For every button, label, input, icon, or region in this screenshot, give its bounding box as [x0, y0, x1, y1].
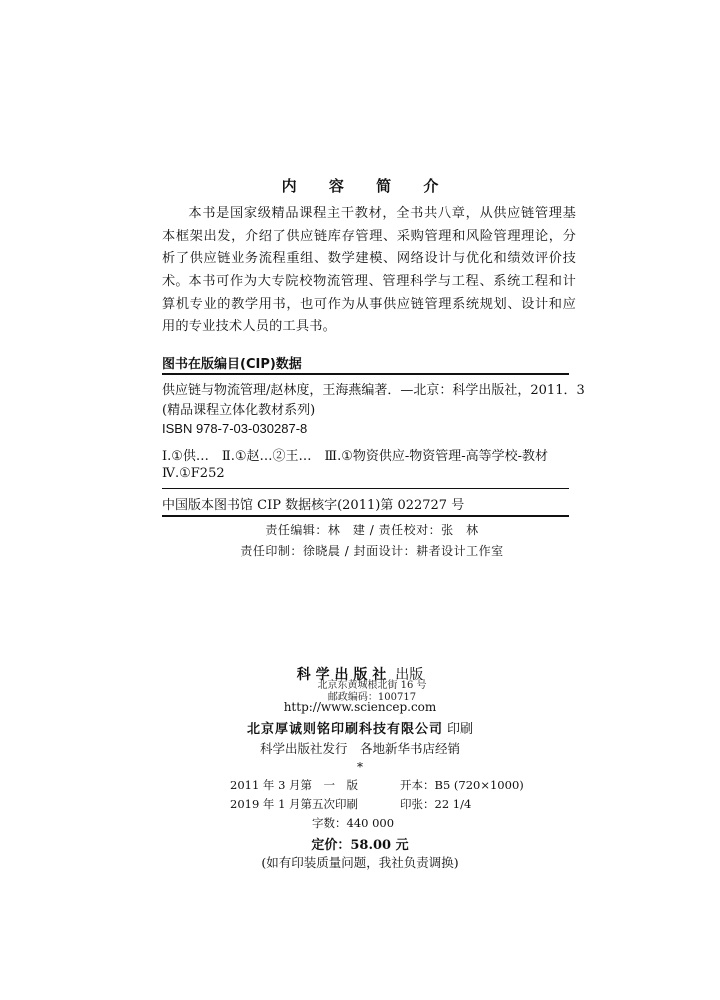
separator-star: * [357, 760, 363, 774]
cip-core-number: 中国版本图书馆 CIP 数据核字(2011)第 022727 号 [162, 498, 465, 513]
cip-classification-line-1: Ⅰ.①供… Ⅱ.①赵…②王… Ⅲ.①物资供应-物资管理-高等学校-教材 [162, 449, 549, 464]
fifth-printing: 2019 年 1 月第五次印刷 [230, 797, 359, 811]
production-credits: 责任印制：徐晓晨 / 封面设计：耕者设计工作室 [240, 544, 504, 558]
cip-heading: 图书在版编目(CIP)数据 [162, 357, 302, 372]
publisher-name: 科学出版社 [296, 667, 392, 683]
cip-middle-rule [162, 488, 569, 489]
word-count: 字数：440 000 [312, 816, 395, 830]
price: 定价：58.00 元 [311, 838, 409, 853]
distribution-line: 科学出版社发行 各地新华书店经销 [259, 741, 460, 756]
book-format: 开本：B5 (720×1000) [400, 778, 524, 792]
cip-classification-line-2: Ⅳ.①F252 [162, 466, 225, 481]
cip-bottom-rule [162, 515, 569, 517]
cip-top-rule [162, 373, 569, 375]
printed-sheets: 印张：22 1/4 [400, 797, 472, 811]
publisher-suffix: 出版 [395, 667, 424, 683]
summary-title: 内 容 简 介 [281, 177, 452, 195]
cip-isbn: ISBN 978-7-03-030287-8 [162, 421, 308, 436]
publisher-url: http://www.sciencep.com [283, 700, 437, 714]
summary-paragraph-2: 本书可作为大专院校物流管理、管理科学与工程、系统工程和计算机专业的教学用书，也可作为从事供应链管理系统规划、设计和应用的专业技术人员的工具书。 [162, 274, 576, 334]
edition-row [230, 777, 524, 793]
publisher-postcode: 邮政编码：100717 [327, 692, 417, 703]
printing-row [230, 796, 472, 812]
first-edition: 2011 年 3 月第 一 版 [230, 778, 359, 792]
quality-notice: (如有印装质量问题，我社负责调换) [261, 855, 459, 870]
summary-paragraph-1: 本书是国家级精品课程主干教材，全书共八章，从供应链管理基本框架出发，介绍了供应链库存管理、采购管理和风险管理理论，分析了供应链业务流程重组、数学建模、网络设计与优化和绩效评价技术。 [162, 206, 576, 289]
publisher-address: 北京东黄城根北街 16 号 [317, 680, 427, 691]
cip-record-line-1: 供应链与物流管理/赵林度，王海燕编著．—北京：科学出版社，2011．3 [162, 383, 585, 398]
printer-suffix: 印刷 [447, 722, 474, 737]
editor-credits: 责任编辑：林 建 / 责任校对：张 林 [265, 523, 479, 537]
printer-line [0, 718, 720, 737]
cip-record-line-2: (精品课程立体化教材系列) [162, 403, 316, 418]
printer-name: 北京厚诚则铭印刷科技有限公司 [246, 722, 443, 737]
